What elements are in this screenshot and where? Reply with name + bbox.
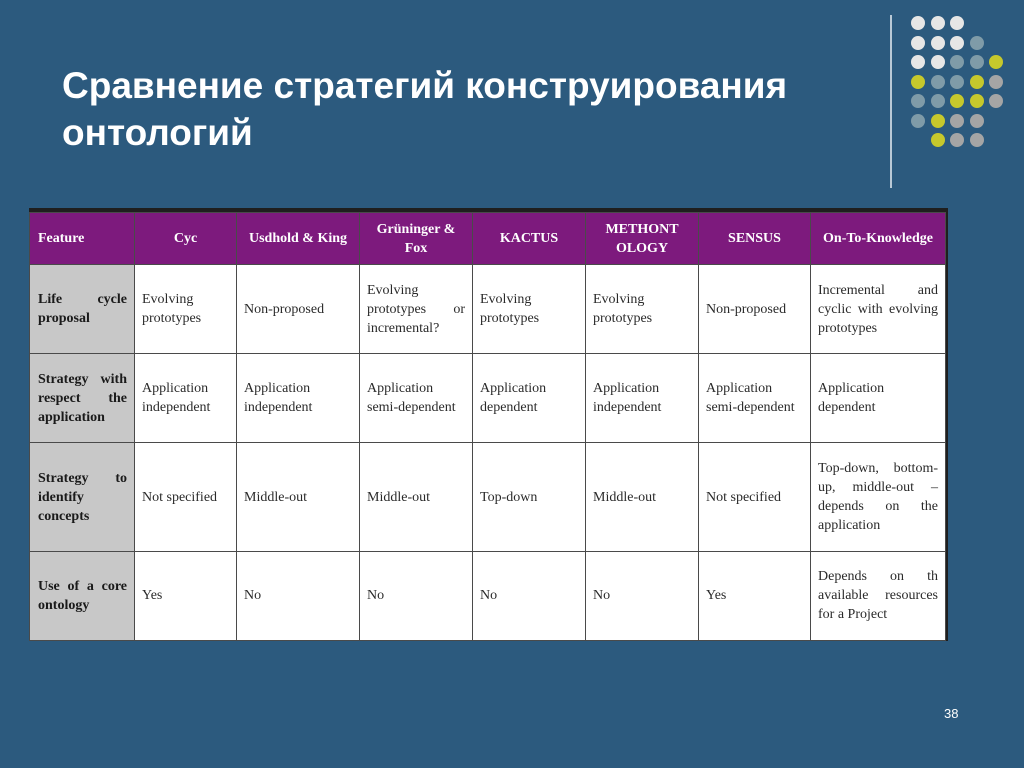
- decorative-dot: [970, 36, 984, 50]
- decorative-dot: [989, 75, 1003, 89]
- table-header-row: [30, 213, 946, 265]
- table-cell: Yes: [135, 551, 237, 640]
- decorative-dot: [970, 94, 984, 108]
- decorative-dot: [931, 36, 945, 50]
- table-cell: Application independent: [135, 354, 237, 443]
- table-cell: Application semi-dependent: [360, 354, 473, 443]
- decorative-dot: [931, 75, 945, 89]
- decorative-dot: [970, 55, 984, 69]
- decorative-dot: [931, 114, 945, 128]
- decorative-dot: [950, 75, 964, 89]
- table-cell: Application dependent: [811, 354, 946, 443]
- decorative-dot: [931, 94, 945, 108]
- table-cell: Application semi-dependent: [699, 354, 811, 443]
- decorative-dot: [911, 114, 925, 128]
- table-cell: Application independent: [586, 354, 699, 443]
- decorative-dot: [911, 75, 925, 89]
- table-cell: Middle-out: [586, 443, 699, 551]
- table-cell: Top-down, bottom-up, middle-out – depends on the application: [811, 443, 946, 551]
- comparison-table: [29, 208, 948, 641]
- table-cell: Evolving prototypes: [473, 265, 586, 354]
- table-cell: Application dependent: [473, 354, 586, 443]
- feature-cell: Strategy with respect the application: [30, 354, 135, 443]
- table-cell: No: [473, 551, 586, 640]
- header-cell: Feature: [30, 213, 135, 265]
- decorative-divider: [890, 15, 892, 188]
- decorative-dot: [911, 55, 925, 69]
- table-cell: Yes: [699, 551, 811, 640]
- table-cell: Evolving prototypes or incremental?: [360, 265, 473, 354]
- table-cell: Application independent: [237, 354, 360, 443]
- table-cell: No: [360, 551, 473, 640]
- table-row: [30, 265, 946, 354]
- decorative-dot: [950, 55, 964, 69]
- decorative-dot: [931, 16, 945, 30]
- page-number: 38: [944, 706, 959, 721]
- decorative-dot: [970, 75, 984, 89]
- table-cell: Evolving prototypes: [586, 265, 699, 354]
- decorative-dot: [989, 94, 1003, 108]
- decorative-dot: [970, 133, 984, 147]
- header-cell: On-To-Knowledge: [811, 213, 946, 265]
- table-cell: No: [237, 551, 360, 640]
- feature-cell: Strategy to identify concepts: [30, 443, 135, 551]
- decorative-dot: [911, 16, 925, 30]
- decorative-dot: [950, 133, 964, 147]
- table-cell: Non-proposed: [699, 265, 811, 354]
- slide-title: Сравнение стратегий конструирования онтологий: [62, 65, 788, 153]
- table-cell: Top-down: [473, 443, 586, 551]
- decorative-dot: [950, 94, 964, 108]
- decorative-dot: [989, 55, 1003, 69]
- table-cell: Not specified: [135, 443, 237, 551]
- header-cell: Cyc: [135, 213, 237, 265]
- decorative-dot: [950, 36, 964, 50]
- decorative-dot: [931, 133, 945, 147]
- header-cell: Usdhold & King: [237, 213, 360, 265]
- decorative-dot: [950, 16, 964, 30]
- header-cell: KACTUS: [473, 213, 586, 265]
- table-cell: No: [586, 551, 699, 640]
- feature-cell: Use of a core ontology: [30, 551, 135, 640]
- table-cell: Middle-out: [237, 443, 360, 551]
- table-cell: Incremental and cyclic with evolving prototypes: [811, 265, 946, 354]
- table-cell: Not specified: [699, 443, 811, 551]
- feature-cell: Life cycle proposal: [30, 265, 135, 354]
- header-cell: METHONT OLOGY: [586, 213, 699, 265]
- table-row: [30, 354, 946, 443]
- table-row: [30, 551, 946, 640]
- table-cell: Depends on th available resources for a Project: [811, 551, 946, 640]
- decorative-dot: [911, 36, 925, 50]
- table-row: [30, 443, 946, 551]
- decorative-dot: [931, 55, 945, 69]
- header-cell: SENSUS: [699, 213, 811, 265]
- table-cell: Non-proposed: [237, 265, 360, 354]
- decorative-dot: [970, 114, 984, 128]
- decorative-dot: [950, 114, 964, 128]
- decorative-dot-grid: [911, 16, 1011, 166]
- header-cell: Grüninger & Fox: [360, 213, 473, 265]
- table-cell: Middle-out: [360, 443, 473, 551]
- decorative-dot: [911, 94, 925, 108]
- table-cell: Evolving prototypes: [135, 265, 237, 354]
